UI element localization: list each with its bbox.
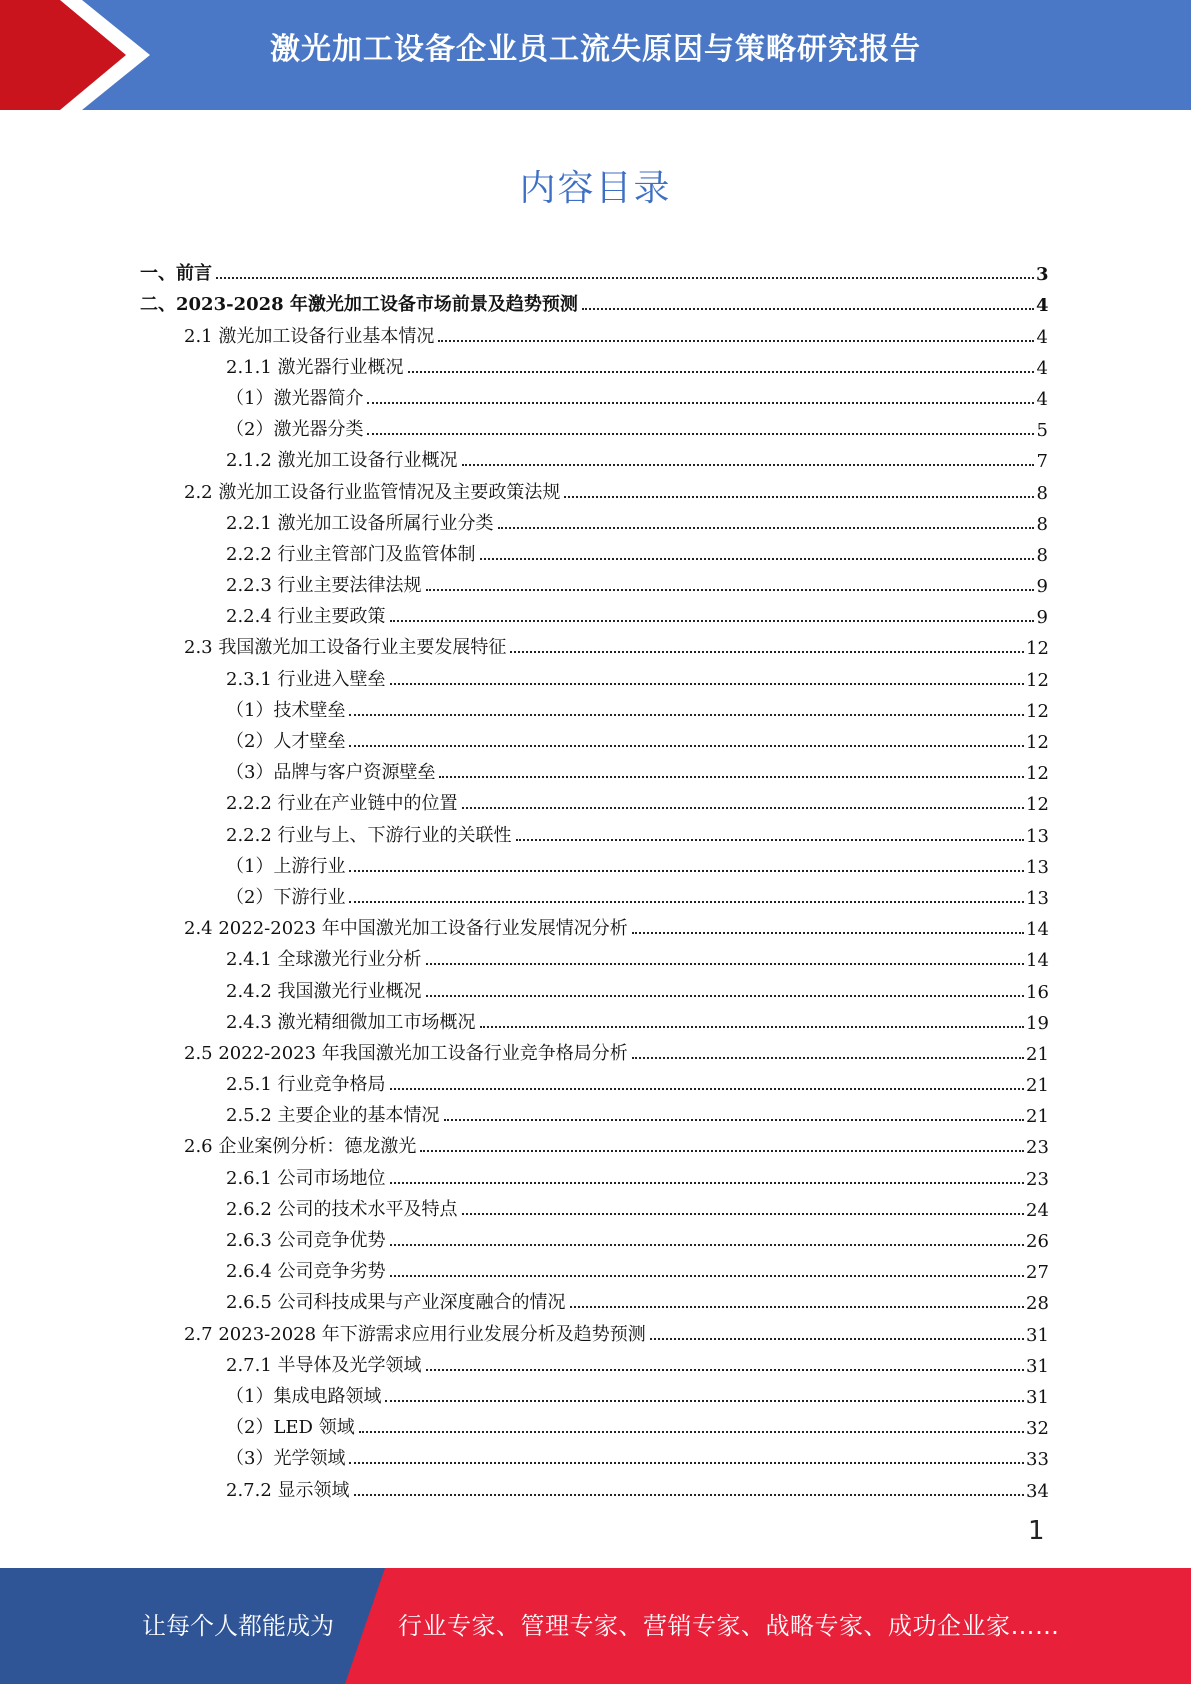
- toc-dot-leader: [462, 464, 1034, 466]
- toc-entry[interactable]: [0, 1470, 1048, 1501]
- toc-entry-page: 24: [1026, 1199, 1049, 1221]
- toc-entry-label: 2.1.2 激光加工设备行业概况: [226, 450, 458, 472]
- page-number: 1: [1028, 1516, 1045, 1546]
- report-title: 激光加工设备企业员工流失原因与策略研究报告: [270, 32, 921, 67]
- toc-entry-page: 9: [1036, 576, 1048, 598]
- toc-dot-leader: [632, 1057, 1024, 1059]
- toc-dot-leader: [426, 963, 1024, 965]
- toc-entry-page: 13: [1026, 825, 1049, 847]
- toc-entry[interactable]: [0, 254, 1048, 285]
- toc-entry[interactable]: [0, 1003, 1048, 1034]
- toc-entry-page: 12: [1026, 638, 1049, 660]
- toc-dot-leader: [390, 1275, 1024, 1277]
- toc-entry-label: 2.2.2 行业在产业链中的位置: [226, 793, 458, 815]
- toc-entry[interactable]: [0, 1221, 1048, 1252]
- toc-dot-leader: [390, 1244, 1024, 1246]
- toc-entry-label: 2.5.1 行业竞争格局: [226, 1074, 386, 1096]
- toc-dot-leader: [570, 1306, 1024, 1308]
- toc-entry[interactable]: [0, 1127, 1048, 1158]
- toc-entry[interactable]: [0, 815, 1048, 846]
- toc-entry-page: 13: [1026, 887, 1049, 909]
- toc-entry-page: 26: [1026, 1231, 1049, 1252]
- toc-entry-label: 2.2.4 行业主要政策: [226, 606, 386, 628]
- toc-entry-label: （3）品牌与客户资源壁垒: [226, 762, 436, 784]
- toc-entry-label: 二、2023-2028 年激光加工设备市场前景及趋势预测: [140, 294, 578, 316]
- toc-dot-leader: [498, 527, 1034, 529]
- toc-entry-page: 4: [1036, 388, 1048, 410]
- toc-entry-label: 2.6.2 公司的技术水平及特点: [226, 1198, 458, 1220]
- toc-entry-label: 2.6.1 公司市场地位: [226, 1167, 386, 1189]
- toc-dot-leader: [582, 308, 1034, 310]
- toc-entry-page: 13: [1026, 856, 1049, 878]
- toc-entry-label: 2.1 激光加工设备行业基本情况: [184, 325, 435, 347]
- toc-dot-leader: [349, 714, 1024, 716]
- toc-entry-label: （3）光学领域: [226, 1448, 346, 1470]
- toc-entry[interactable]: [0, 691, 1048, 722]
- toc-entry-page: 31: [1026, 1324, 1049, 1346]
- toc-entry-label: 2.1.1 激光器行业概况: [226, 356, 404, 378]
- toc-entry-label: 2.5 2022-2023 年我国激光加工设备行业竞争格局分析: [184, 1042, 628, 1064]
- toc-dot-leader: [426, 589, 1034, 591]
- toc-entry-page: 21: [1026, 1075, 1049, 1097]
- toc-entry-label: 2.5.2 主要企业的基本情况: [226, 1105, 440, 1127]
- toc-dot-leader: [438, 340, 1034, 342]
- toc-dot-leader: [480, 558, 1034, 560]
- toc-entry-page: 8: [1036, 513, 1048, 535]
- toc-entry[interactable]: [0, 1252, 1048, 1283]
- toc-dot-leader: [349, 901, 1024, 903]
- toc-entry-label: 2.7.1 半导体及光学领域: [226, 1354, 422, 1376]
- toc-entry-page: 7: [1036, 451, 1048, 473]
- toc-entry-label: （1）技术壁垒: [226, 699, 346, 721]
- toc-dot-leader: [349, 870, 1024, 872]
- toc-dot-leader: [480, 1026, 1024, 1028]
- toc-entry-page: 8: [1036, 544, 1048, 566]
- toc-dot-leader: [420, 1150, 1024, 1152]
- toc-entry[interactable]: [0, 847, 1048, 878]
- toc-entry-label: （2）人才壁垒: [226, 731, 346, 752]
- toc-dot-leader: [462, 807, 1024, 809]
- toc-dot-leader: [516, 839, 1024, 841]
- toc-dot-leader: [462, 1213, 1024, 1215]
- toc-entry-label: （1）上游行业: [226, 855, 346, 877]
- toc-entry-label: 一、前言: [140, 263, 212, 285]
- toc-entry-page: 4: [1036, 357, 1048, 379]
- toc-entry-page: 14: [1026, 950, 1049, 972]
- toc-entry-label: 2.4.3 激光精细微加工市场概况: [226, 1011, 476, 1033]
- toc-entry[interactable]: [0, 316, 1048, 347]
- toc-dot-leader: [359, 1431, 1024, 1433]
- toc-entry[interactable]: [0, 285, 1048, 316]
- toc-dot-leader: [439, 776, 1024, 778]
- header-chevron-decoration: [0, 0, 150, 110]
- toc-entry[interactable]: [0, 410, 1048, 441]
- toc-entry-page: 16: [1026, 981, 1049, 1003]
- toc-entry[interactable]: [0, 628, 1048, 659]
- toc-entry-label: （2）下游行业: [226, 886, 346, 908]
- toc-dot-leader: [349, 745, 1024, 747]
- toc-dot-leader: [349, 1462, 1024, 1464]
- toc-entry-page: 21: [1026, 1106, 1049, 1128]
- toc-entry[interactable]: [0, 1158, 1048, 1189]
- toc-entry-label: （1）集成电路领域: [226, 1385, 382, 1407]
- toc-entry-label: 2.2.2 行业主管部门及监管体制: [226, 543, 476, 565]
- toc-entry-label: 2.6 企业案例分析：德龙激光: [184, 1136, 417, 1158]
- toc-entry[interactable]: [0, 722, 1048, 753]
- toc-heading: 内容目录: [519, 168, 672, 209]
- toc-entry-label: 2.6.3 公司竞争优势: [226, 1230, 386, 1251]
- toc-entry-page: 4: [1036, 326, 1048, 348]
- toc-entry-page: 23: [1026, 1137, 1049, 1159]
- toc-entry-page: 32: [1026, 1418, 1049, 1440]
- toc-entry-page: 5: [1036, 420, 1048, 442]
- toc-entry-label: 2.2.1 激光加工设备所属行业分类: [226, 512, 494, 534]
- toc-entry[interactable]: [0, 1065, 1048, 1096]
- toc-entry[interactable]: [0, 1346, 1048, 1377]
- toc-entry[interactable]: [0, 472, 1048, 503]
- toc-entry-page: 31: [1026, 1355, 1049, 1377]
- toc-dot-leader: [390, 1182, 1024, 1184]
- toc-dot-leader: [390, 1088, 1024, 1090]
- toc-dot-leader: [426, 995, 1024, 997]
- toc-entry[interactable]: [0, 441, 1048, 472]
- toc-entry[interactable]: [0, 1190, 1048, 1221]
- toc-entry-label: 2.4.2 我国激光行业概况: [226, 980, 422, 1002]
- toc-entry-label: （2）激光器分类: [226, 419, 364, 441]
- toc-dot-leader: [367, 402, 1034, 404]
- toc-entry-label: （2）LED 领域: [226, 1417, 355, 1439]
- toc-entry[interactable]: [0, 784, 1048, 815]
- toc-entry-label: （1）激光器简介: [226, 387, 364, 409]
- toc-entry[interactable]: [0, 1377, 1048, 1408]
- toc-entry-label: 2.6.4 公司竞争劣势: [226, 1261, 386, 1283]
- toc-entry-label: 2.6.5 公司科技成果与产业深度融合的情况: [226, 1292, 566, 1314]
- toc-entry[interactable]: [0, 535, 1048, 566]
- header-banner: [0, 0, 1191, 110]
- toc-dot-leader: [390, 620, 1034, 622]
- toc-dot-leader: [390, 683, 1024, 685]
- toc-entry-label: 2.3.1 行业进入壁垒: [226, 668, 386, 690]
- toc-entry-label: 2.7.2 显示领域: [226, 1479, 350, 1501]
- toc-entry-label: 2.2 激光加工设备行业监管情况及主要政策法规: [184, 481, 561, 503]
- toc-dot-leader: [408, 371, 1034, 373]
- toc-dot-leader: [444, 1119, 1024, 1121]
- toc-entry-page: 4: [1036, 295, 1049, 317]
- toc-entry-label: 2.4.1 全球激光行业分析: [226, 949, 422, 971]
- toc-entry[interactable]: [0, 1096, 1048, 1127]
- toc-entry-label: 2.2.2 行业与上、下游行业的关联性: [226, 824, 512, 846]
- toc-entry-label: 2.7 2023-2028 年下游需求应用行业发展分析及趋势预测: [184, 1323, 646, 1345]
- toc-dot-leader: [632, 932, 1024, 934]
- toc-entry[interactable]: [0, 1408, 1048, 1439]
- toc-entry[interactable]: [0, 504, 1048, 535]
- footer-slogan-left: 让每个人都能成为: [142, 1612, 334, 1640]
- toc-entry-page: 9: [1036, 607, 1048, 629]
- toc-entry-page: 21: [1026, 1043, 1049, 1065]
- toc-entry-page: 12: [1026, 732, 1049, 753]
- toc-entry-page: 8: [1036, 482, 1048, 504]
- table-of-contents: [0, 254, 1191, 1502]
- toc-entry-page: 3: [1036, 264, 1049, 286]
- toc-entry[interactable]: [0, 1283, 1048, 1314]
- toc-dot-leader: [354, 1494, 1024, 1496]
- toc-entry-page: 12: [1026, 794, 1049, 816]
- toc-entry[interactable]: [0, 909, 1048, 940]
- toc-entry-page: 12: [1026, 669, 1049, 691]
- toc-dot-leader: [510, 651, 1024, 653]
- toc-entry-page: 31: [1026, 1386, 1049, 1408]
- toc-dot-leader: [385, 1400, 1024, 1402]
- toc-entry-page: 12: [1026, 763, 1049, 785]
- toc-dot-leader: [564, 496, 1034, 498]
- toc-entry[interactable]: [0, 971, 1048, 1002]
- toc-entry[interactable]: [0, 1439, 1048, 1470]
- toc-dot-leader: [650, 1338, 1024, 1340]
- toc-entry-label: 2.3 我国激光加工设备行业主要发展特征: [184, 637, 507, 659]
- toc-entry-page: 28: [1026, 1293, 1049, 1315]
- toc-entry[interactable]: [0, 1314, 1048, 1345]
- footer-banner: [0, 1568, 1191, 1684]
- toc-entry[interactable]: [0, 753, 1048, 784]
- toc-entry-label: 2.4 2022-2023 年中国激光加工设备行业发展情况分析: [184, 918, 628, 940]
- toc-entry-label: 2.2.3 行业主要法律法规: [226, 575, 422, 597]
- toc-entry[interactable]: [0, 940, 1048, 971]
- toc-dot-leader: [367, 433, 1034, 435]
- toc-dot-leader: [216, 277, 1034, 279]
- toc-entry-page: 12: [1026, 700, 1049, 722]
- toc-entry[interactable]: [0, 348, 1048, 379]
- toc-entry[interactable]: [0, 379, 1048, 410]
- toc-entry-page: 14: [1026, 919, 1049, 941]
- toc-entry[interactable]: [0, 566, 1048, 597]
- toc-entry[interactable]: [0, 597, 1048, 628]
- toc-entry[interactable]: [0, 1034, 1048, 1065]
- footer-slogan-right: 行业专家、管理专家、营销专家、战略专家、成功企业家……: [398, 1612, 1060, 1640]
- toc-entry[interactable]: [0, 659, 1048, 690]
- toc-entry-page: 33: [1026, 1449, 1049, 1471]
- toc-entry-page: 19: [1026, 1012, 1049, 1034]
- toc-entry-page: 23: [1026, 1168, 1049, 1190]
- toc-entry-page: 34: [1026, 1480, 1049, 1502]
- toc-dot-leader: [426, 1369, 1024, 1371]
- toc-entry-page: 27: [1026, 1262, 1049, 1284]
- toc-entry[interactable]: [0, 878, 1048, 909]
